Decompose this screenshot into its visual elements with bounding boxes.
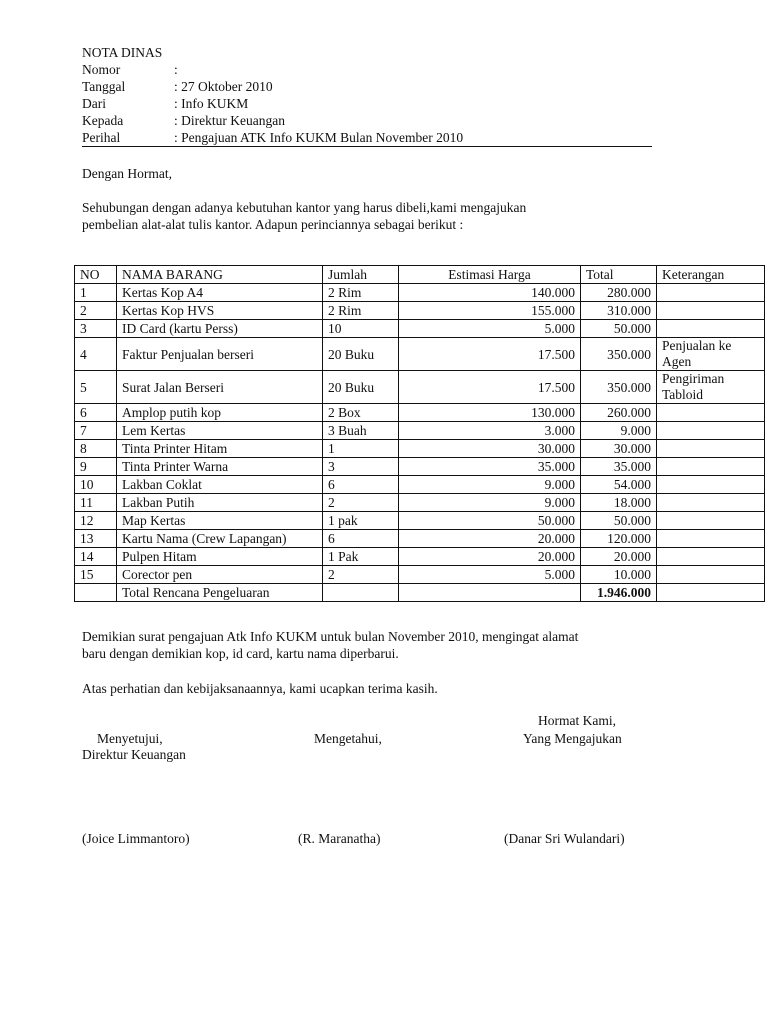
- approval-title: Menyetujui,: [97, 731, 163, 746]
- cell-total: 50.000: [581, 512, 657, 530]
- table-row: [75, 548, 765, 566]
- cell-keterangan: [657, 494, 765, 512]
- cell-no: 3: [75, 320, 117, 338]
- items-table: [74, 265, 765, 602]
- table-header-row: [75, 266, 765, 284]
- cell-total: 54.000: [581, 476, 657, 494]
- table-row: [75, 422, 765, 440]
- cell-nama: Lakban Putih: [117, 494, 323, 512]
- header-value-nomor: :: [174, 62, 178, 77]
- cell-harga: 5.000: [399, 320, 581, 338]
- cell-total: 350.000: [581, 371, 657, 404]
- regards-text: Hormat Kami,: [538, 713, 616, 728]
- cell-total: 30.000: [581, 440, 657, 458]
- cell-harga: 30.000: [399, 440, 581, 458]
- cell-keterangan: [657, 320, 765, 338]
- cell-harga: 20.000: [399, 530, 581, 548]
- cell-total: 18.000: [581, 494, 657, 512]
- cell-keterangan: [657, 284, 765, 302]
- approver-name: (Joice Limmantoro): [82, 831, 190, 846]
- cell-no: 9: [75, 458, 117, 476]
- table-total-row: [75, 584, 765, 602]
- cell-no: 12: [75, 512, 117, 530]
- header-label-nomor: Nomor: [82, 62, 121, 77]
- applicant-title: Yang Mengajukan: [523, 731, 622, 746]
- header-value-perihal: : Pengajuan ATK Info KUKM Bulan November 2010: [174, 130, 464, 145]
- table-row: [75, 512, 765, 530]
- header-divider: [82, 146, 652, 147]
- table-row: [75, 530, 765, 548]
- cell-no: 2: [75, 302, 117, 320]
- cell-jumlah: 20 Buku: [323, 338, 399, 371]
- cell-keterangan: [657, 512, 765, 530]
- cell-total: 35.000: [581, 458, 657, 476]
- cell-total: 260.000: [581, 404, 657, 422]
- cell-keterangan: [657, 566, 765, 584]
- table-row: [75, 566, 765, 584]
- header-value-tanggal: : 27 Oktober 2010: [174, 79, 273, 94]
- cell-jumlah: 1: [323, 440, 399, 458]
- table-row: [75, 440, 765, 458]
- cell-nama: Tinta Printer Hitam: [117, 440, 323, 458]
- cell-jumlah: 1 Pak: [323, 548, 399, 566]
- col-header-no: NO: [75, 266, 117, 284]
- table-row: [75, 320, 765, 338]
- cell-jumlah: 2: [323, 494, 399, 512]
- intro-line-2: pembelian alat-alat tulis kantor. Adapun perinciannya sebagai berikut :: [82, 217, 464, 232]
- cell-empty: [657, 584, 765, 602]
- cell-nama: Kartu Nama (Crew Lapangan): [117, 530, 323, 548]
- cell-total: 280.000: [581, 284, 657, 302]
- table-row: [75, 494, 765, 512]
- header-value-kepada: : Direktur Keuangan: [174, 113, 285, 128]
- cell-nama: Tinta Printer Warna: [117, 458, 323, 476]
- table-row: [75, 476, 765, 494]
- cell-empty: [323, 584, 399, 602]
- doc-title: NOTA DINAS: [82, 45, 163, 60]
- cell-harga: 130.000: [399, 404, 581, 422]
- cell-keterangan: Pengiriman Tabloid: [657, 371, 765, 404]
- cell-jumlah: 2 Rim: [323, 302, 399, 320]
- closing-line-2: baru dengan demikian kop, id card, kartu nama diperbarui.: [82, 646, 399, 661]
- acknowledger-name: (R. Maranatha): [298, 831, 381, 846]
- cell-jumlah: 6: [323, 476, 399, 494]
- cell-jumlah: 10: [323, 320, 399, 338]
- cell-keterangan: [657, 302, 765, 320]
- cell-keterangan: [657, 548, 765, 566]
- cell-total: 10.000: [581, 566, 657, 584]
- cell-keterangan: [657, 422, 765, 440]
- cell-no: 15: [75, 566, 117, 584]
- cell-jumlah: 2 Box: [323, 404, 399, 422]
- cell-jumlah: 2 Rim: [323, 284, 399, 302]
- cell-empty: [399, 584, 581, 602]
- cell-nama: Corector pen: [117, 566, 323, 584]
- cell-keterangan: [657, 440, 765, 458]
- cell-nama: Pulpen Hitam: [117, 548, 323, 566]
- cell-no: 4: [75, 338, 117, 371]
- cell-harga: 17.500: [399, 371, 581, 404]
- table-row: [75, 338, 765, 371]
- cell-jumlah: 3: [323, 458, 399, 476]
- cell-no: 8: [75, 440, 117, 458]
- col-header-nama: NAMA BARANG: [117, 266, 323, 284]
- cell-harga: 3.000: [399, 422, 581, 440]
- cell-keterangan: [657, 476, 765, 494]
- cell-harga: 9.000: [399, 494, 581, 512]
- table-row: [75, 371, 765, 404]
- cell-no: 10: [75, 476, 117, 494]
- cell-harga: 5.000: [399, 566, 581, 584]
- cell-nama: Faktur Penjualan berseri: [117, 338, 323, 371]
- cell-nama: Kertas Kop A4: [117, 284, 323, 302]
- cell-no: 1: [75, 284, 117, 302]
- table-row: [75, 404, 765, 422]
- cell-nama: Lakban Coklat: [117, 476, 323, 494]
- col-header-jumlah: Jumlah: [323, 266, 399, 284]
- table-row: [75, 458, 765, 476]
- header-label-dari: Dari: [82, 96, 106, 111]
- cell-nama: Surat Jalan Berseri: [117, 371, 323, 404]
- header-label-kepada: Kepada: [82, 113, 124, 128]
- cell-total: 9.000: [581, 422, 657, 440]
- cell-jumlah: 3 Buah: [323, 422, 399, 440]
- greeting: Dengan Hormat,: [82, 166, 172, 181]
- cell-total: 50.000: [581, 320, 657, 338]
- cell-harga: 9.000: [399, 476, 581, 494]
- cell-empty: [75, 584, 117, 602]
- cell-no: 14: [75, 548, 117, 566]
- cell-harga: 17.500: [399, 338, 581, 371]
- cell-harga: 20.000: [399, 548, 581, 566]
- intro-line-1: Sehubungan dengan adanya kebutuhan kantor yang harus dibeli,kami mengajukan: [82, 200, 527, 215]
- table-row: [75, 284, 765, 302]
- cell-nama: Kertas Kop HVS: [117, 302, 323, 320]
- cell-nama: ID Card (kartu Perss): [117, 320, 323, 338]
- cell-no: 6: [75, 404, 117, 422]
- cell-nama: Lem Kertas: [117, 422, 323, 440]
- cell-harga: 50.000: [399, 512, 581, 530]
- cell-total: 310.000: [581, 302, 657, 320]
- cell-no: 11: [75, 494, 117, 512]
- cell-keterangan: Penjualan ke Agen: [657, 338, 765, 371]
- header-label-tanggal: Tanggal: [82, 79, 126, 94]
- acknowledgement-title: Mengetahui,: [314, 731, 382, 746]
- cell-harga: 35.000: [399, 458, 581, 476]
- col-header-total: Total: [581, 266, 657, 284]
- total-value: 1.946.000: [581, 584, 657, 602]
- table-row: [75, 302, 765, 320]
- header-label-perihal: Perihal: [82, 130, 121, 145]
- cell-jumlah: 2: [323, 566, 399, 584]
- cell-total: 120.000: [581, 530, 657, 548]
- approver-role: Direktur Keuangan: [82, 747, 186, 762]
- total-label: Total Rencana Pengeluaran: [117, 584, 323, 602]
- header-value-dari: : Info KUKM: [174, 96, 249, 111]
- applicant-name: (Danar Sri Wulandari): [504, 831, 625, 846]
- cell-keterangan: [657, 458, 765, 476]
- cell-harga: 140.000: [399, 284, 581, 302]
- cell-nama: Amplop putih kop: [117, 404, 323, 422]
- cell-no: 5: [75, 371, 117, 404]
- cell-no: 7: [75, 422, 117, 440]
- cell-keterangan: [657, 530, 765, 548]
- cell-jumlah: 6: [323, 530, 399, 548]
- cell-nama: Map Kertas: [117, 512, 323, 530]
- cell-harga: 155.000: [399, 302, 581, 320]
- thanks-line: Atas perhatian dan kebijaksanaannya, kami ucapkan terima kasih.: [82, 681, 438, 696]
- col-header-harga: Estimasi Harga: [399, 266, 581, 284]
- cell-no: 13: [75, 530, 117, 548]
- cell-jumlah: 1 pak: [323, 512, 399, 530]
- col-header-keterangan: Keterangan: [657, 266, 765, 284]
- cell-total: 350.000: [581, 338, 657, 371]
- cell-keterangan: [657, 404, 765, 422]
- cell-total: 20.000: [581, 548, 657, 566]
- cell-jumlah: 20 Buku: [323, 371, 399, 404]
- closing-line-1: Demikian surat pengajuan Atk Info KUKM untuk bulan November 2010, mengingat alamat: [82, 629, 579, 644]
